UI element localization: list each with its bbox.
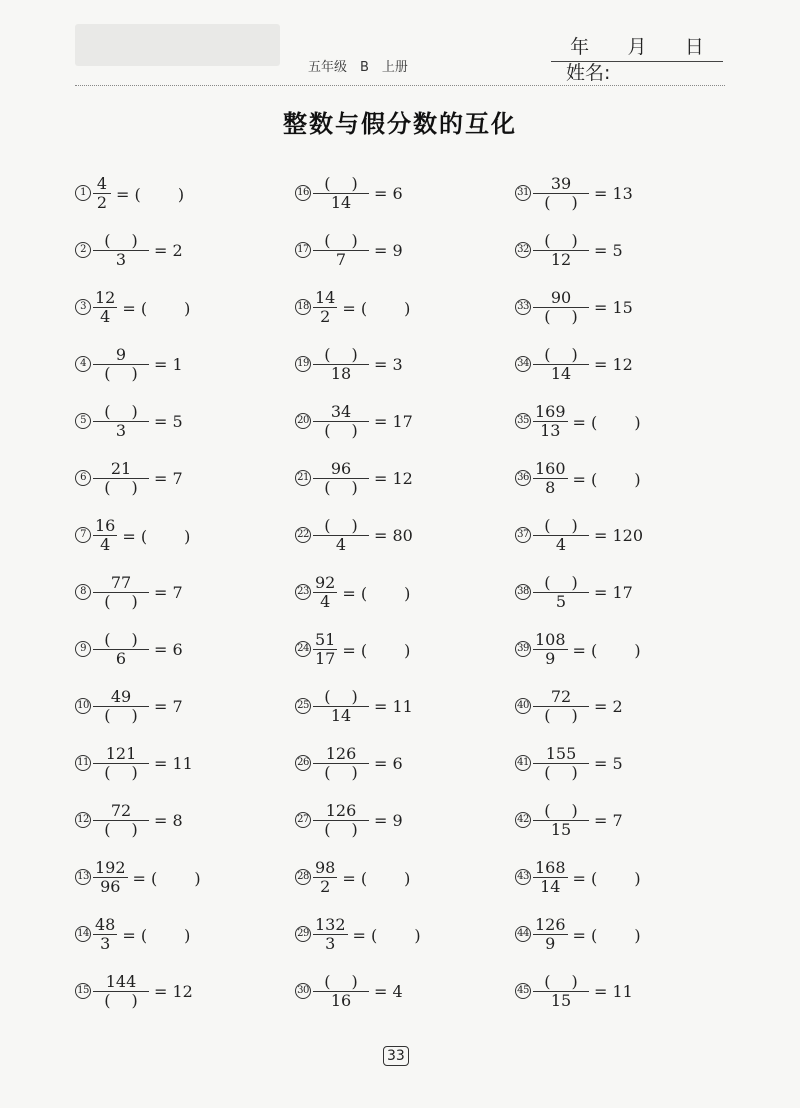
numerator: 169 — [535, 401, 566, 421]
equation-result: = 80 — [374, 525, 413, 545]
problem-item — [295, 857, 410, 897]
denominator: 4 — [320, 591, 331, 611]
problem-item — [75, 515, 190, 555]
equation-result: = 6 — [374, 183, 403, 203]
fraction — [313, 688, 369, 725]
denominator[interactable]: ( ) — [544, 306, 578, 326]
equation-result: = 3 — [374, 354, 403, 374]
problem-item — [515, 686, 623, 726]
numerator[interactable]: ( ) — [544, 515, 578, 535]
fraction — [533, 916, 568, 953]
problem-item — [295, 971, 403, 1011]
problem-number: 21 — [295, 470, 311, 486]
problem-item — [295, 686, 413, 726]
numerator: 77 — [110, 572, 132, 592]
fraction — [533, 346, 589, 383]
equation-result: = 11 — [154, 753, 193, 773]
problem-number: 25 — [295, 698, 311, 714]
denominator[interactable]: ( ) — [104, 705, 138, 725]
fraction — [533, 232, 589, 269]
problem-number: 13 — [75, 869, 91, 885]
problem-item — [515, 914, 641, 954]
equation-result: = 7 — [154, 468, 183, 488]
problem-item — [515, 743, 623, 783]
problem-number: 37 — [515, 527, 531, 543]
denominator: 14 — [540, 876, 561, 896]
student-name-label: 姓名: — [566, 62, 611, 84]
fraction — [93, 631, 149, 668]
fraction — [93, 745, 149, 782]
problem-item — [295, 914, 421, 954]
fraction — [533, 403, 568, 440]
equation-result: = 17 — [374, 411, 413, 431]
problem-item — [295, 230, 403, 270]
problem-number: 2 — [75, 242, 91, 258]
numerator[interactable]: ( ) — [324, 230, 358, 250]
problem-item — [295, 287, 410, 327]
fraction — [313, 460, 369, 497]
problem-item — [295, 743, 403, 783]
problem-item — [515, 629, 641, 669]
equation-result[interactable]: = ( ) — [572, 925, 641, 945]
numerator: 49 — [110, 686, 132, 706]
equation-result[interactable]: = ( ) — [342, 298, 411, 318]
problem-item — [75, 173, 184, 213]
denominator[interactable]: ( ) — [544, 762, 578, 782]
problem-item — [75, 857, 201, 897]
denominator: 3 — [325, 933, 336, 953]
numerator[interactable]: ( ) — [544, 971, 578, 991]
problem-item — [75, 743, 193, 783]
denominator[interactable]: ( ) — [104, 477, 138, 497]
equation-result[interactable]: = ( ) — [572, 640, 641, 660]
equation-result: = 9 — [374, 810, 403, 830]
numerator: 14 — [315, 287, 336, 307]
denominator: 3 — [100, 933, 111, 953]
problem-number: 11 — [75, 755, 91, 771]
problem-number: 23 — [295, 584, 311, 600]
equation-result[interactable]: = ( ) — [342, 868, 411, 888]
problem-number: 33 — [515, 299, 531, 315]
fraction — [93, 916, 117, 953]
equation-result: = 13 — [594, 183, 633, 203]
problem-number: 20 — [295, 413, 311, 429]
date-month-label: 月 — [627, 36, 647, 58]
fraction — [533, 859, 568, 896]
denominator: 3 — [115, 249, 127, 269]
equation-result: = 7 — [594, 810, 623, 830]
numerator: 12 — [95, 287, 116, 307]
problem-number: 3 — [75, 299, 91, 315]
problem-item — [515, 458, 641, 498]
problem-item — [515, 173, 633, 213]
numerator[interactable]: ( ) — [324, 173, 358, 193]
problem-item — [75, 800, 183, 840]
equation-result[interactable]: = ( ) — [116, 184, 185, 204]
problem-number: 32 — [515, 242, 531, 258]
problem-item — [75, 572, 183, 612]
fraction — [93, 574, 149, 611]
problem-number: 9 — [75, 641, 91, 657]
problem-number: 16 — [295, 185, 311, 201]
numerator[interactable]: ( ) — [104, 629, 138, 649]
numerator[interactable]: ( ) — [324, 971, 358, 991]
problem-item — [295, 344, 403, 384]
problem-number: 43 — [515, 869, 531, 885]
problem-number: 35 — [515, 413, 531, 429]
numerator: 168 — [535, 857, 566, 877]
equation-result: = 7 — [154, 696, 183, 716]
denominator: 14 — [330, 192, 352, 212]
problem-item — [295, 800, 403, 840]
fraction — [533, 802, 589, 839]
problem-number: 38 — [515, 584, 531, 600]
denominator: 16 — [330, 990, 352, 1010]
denominator: 9 — [545, 933, 556, 953]
numerator[interactable]: ( ) — [104, 230, 138, 250]
problem-item — [75, 287, 190, 327]
numerator[interactable]: ( ) — [544, 572, 578, 592]
numerator: 192 — [95, 857, 126, 877]
denominator: 18 — [330, 363, 352, 383]
equation-result[interactable]: = ( ) — [342, 583, 411, 603]
equation-result[interactable]: = ( ) — [342, 640, 411, 660]
fraction — [533, 574, 589, 611]
problem-number: 24 — [295, 641, 311, 657]
problem-number: 36 — [515, 470, 531, 486]
numerator: 155 — [545, 743, 577, 763]
equation-result[interactable]: = ( ) — [352, 925, 421, 945]
denominator: 4 — [100, 534, 111, 554]
denominator[interactable]: ( ) — [104, 591, 138, 611]
problem-number: 8 — [75, 584, 91, 600]
problem-item — [75, 458, 183, 498]
numerator: 98 — [315, 857, 336, 877]
problem-item — [515, 857, 641, 897]
fraction — [533, 460, 568, 497]
denominator: 2 — [96, 192, 108, 212]
equation-result: = 4 — [374, 981, 403, 1001]
fraction — [313, 289, 337, 326]
numerator: 132 — [315, 914, 346, 934]
problem-number: 10 — [75, 698, 91, 714]
equation-result: = 1 — [154, 354, 183, 374]
problem-item — [75, 629, 183, 669]
denominator: 15 — [550, 819, 572, 839]
denominator: 2 — [320, 306, 331, 326]
fraction — [313, 574, 337, 611]
problem-number: 31 — [515, 185, 531, 201]
fraction — [533, 973, 589, 1010]
numerator: 121 — [105, 743, 137, 763]
denominator: 15 — [550, 990, 572, 1010]
problem-number: 42 — [515, 812, 531, 828]
problem-item — [515, 230, 623, 270]
denominator[interactable]: ( ) — [104, 762, 138, 782]
equation-result: = 12 — [594, 354, 633, 374]
fraction — [313, 973, 369, 1010]
denominator: 17 — [315, 648, 336, 668]
grade-label: 五年级 B 上册 — [308, 60, 408, 75]
denominator[interactable]: ( ) — [104, 363, 138, 383]
fraction — [313, 916, 348, 953]
problem-item — [515, 800, 623, 840]
problem-item — [295, 401, 413, 441]
equation-result: = 12 — [374, 468, 413, 488]
problem-item — [75, 230, 183, 270]
equation-result: = 6 — [154, 639, 183, 659]
fraction — [93, 346, 149, 383]
fraction — [313, 517, 369, 554]
problem-number: 18 — [295, 299, 311, 315]
equation-result[interactable]: = ( ) — [122, 526, 191, 546]
problem-item — [295, 458, 413, 498]
denominator: 7 — [335, 249, 347, 269]
fraction — [313, 745, 369, 782]
problem-item — [75, 914, 190, 954]
equation-result: = 6 — [374, 753, 403, 773]
problem-number: 1 — [75, 185, 91, 201]
fraction — [93, 460, 149, 497]
numerator: 51 — [315, 629, 336, 649]
fraction — [313, 631, 337, 668]
equation-result: = 5 — [594, 753, 623, 773]
denominator: 6 — [115, 648, 127, 668]
denominator: 8 — [545, 477, 556, 497]
numerator: 48 — [95, 914, 116, 934]
problem-number: 27 — [295, 812, 311, 828]
numerator[interactable]: ( ) — [324, 344, 358, 364]
fraction — [313, 859, 337, 896]
page-number: 33 — [383, 1046, 409, 1066]
problem-number: 19 — [295, 356, 311, 372]
fraction — [93, 403, 149, 440]
header-banner-logo — [75, 24, 280, 66]
problem-number: 44 — [515, 926, 531, 942]
equation-result: = 11 — [374, 696, 413, 716]
date-day-label: 日 — [684, 36, 704, 58]
equation-result: = 12 — [154, 981, 193, 1001]
problem-item — [515, 572, 633, 612]
equation-result: = 11 — [594, 981, 633, 1001]
denominator[interactable]: ( ) — [544, 705, 578, 725]
problem-number: 6 — [75, 470, 91, 486]
denominator[interactable]: ( ) — [544, 192, 578, 212]
problem-item — [295, 173, 403, 213]
problem-number: 12 — [75, 812, 91, 828]
fraction — [93, 175, 111, 212]
numerator[interactable]: ( ) — [104, 401, 138, 421]
equation-result[interactable]: = ( ) — [572, 412, 641, 432]
problem-number: 4 — [75, 356, 91, 372]
fraction — [313, 232, 369, 269]
problem-item — [75, 971, 193, 1011]
equation-result[interactable]: = ( ) — [132, 868, 201, 888]
worksheet-title: 整数与假分数的互化 — [283, 110, 517, 138]
denominator: 2 — [320, 876, 331, 896]
equation-result: = 15 — [594, 297, 633, 317]
problem-item — [515, 287, 633, 327]
numerator: 72 — [110, 800, 132, 820]
numerator: 9 — [115, 344, 127, 364]
numerator[interactable]: ( ) — [324, 686, 358, 706]
numerator: 4 — [96, 173, 108, 193]
problem-number: 39 — [515, 641, 531, 657]
denominator[interactable]: ( ) — [324, 420, 358, 440]
numerator: 160 — [535, 458, 566, 478]
denominator[interactable]: ( ) — [324, 762, 358, 782]
denominator: 5 — [555, 591, 567, 611]
fraction — [93, 802, 149, 839]
equation-result: = 17 — [594, 582, 633, 602]
problem-item — [75, 401, 183, 441]
equation-result: = 9 — [374, 240, 403, 260]
denominator: 13 — [540, 420, 561, 440]
fraction — [533, 517, 589, 554]
denominator[interactable]: ( ) — [104, 990, 138, 1010]
numerator[interactable]: ( ) — [544, 230, 578, 250]
problem-number: 22 — [295, 527, 311, 543]
numerator: 39 — [550, 173, 572, 193]
equation-result: = 5 — [594, 240, 623, 260]
numerator[interactable]: ( ) — [544, 344, 578, 364]
problem-item — [515, 515, 643, 555]
fraction — [93, 859, 128, 896]
numerator: 90 — [550, 287, 572, 307]
problem-number: 14 — [75, 926, 91, 942]
fraction — [93, 517, 117, 554]
equation-result[interactable]: = ( ) — [122, 925, 191, 945]
problem-number: 45 — [515, 983, 531, 999]
numerator: 72 — [550, 686, 572, 706]
problem-number: 7 — [75, 527, 91, 543]
equation-result: = 2 — [594, 696, 623, 716]
fraction — [533, 289, 589, 326]
fraction — [533, 688, 589, 725]
problem-item — [515, 971, 633, 1011]
problem-item — [515, 344, 633, 384]
fraction — [533, 745, 589, 782]
fraction — [313, 175, 369, 212]
equation-result: = 5 — [154, 411, 183, 431]
denominator[interactable]: ( ) — [324, 819, 358, 839]
problem-number: 5 — [75, 413, 91, 429]
fraction — [313, 346, 369, 383]
numerator: 96 — [330, 458, 352, 478]
denominator: 4 — [555, 534, 567, 554]
denominator: 14 — [550, 363, 572, 383]
denominator[interactable]: ( ) — [104, 819, 138, 839]
header-divider — [75, 85, 725, 86]
fraction — [93, 688, 149, 725]
problem-item — [295, 572, 410, 612]
denominator: 12 — [550, 249, 572, 269]
equation-result[interactable]: = ( ) — [122, 298, 191, 318]
problem-number: 29 — [295, 926, 311, 942]
denominator: 3 — [115, 420, 127, 440]
problem-number: 17 — [295, 242, 311, 258]
denominator[interactable]: ( ) — [324, 477, 358, 497]
numerator[interactable]: ( ) — [544, 800, 578, 820]
numerator: 34 — [330, 401, 352, 421]
equation-result: = 120 — [594, 525, 644, 545]
denominator: 4 — [100, 306, 111, 326]
numerator: 16 — [95, 515, 116, 535]
numerator: 126 — [325, 800, 357, 820]
numerator: 126 — [325, 743, 357, 763]
problem-number: 15 — [75, 983, 91, 999]
denominator: 14 — [330, 705, 352, 725]
fraction — [93, 973, 149, 1010]
denominator: 9 — [545, 648, 556, 668]
problem-item — [295, 629, 410, 669]
problem-number: 28 — [295, 869, 311, 885]
equation-result[interactable]: = ( ) — [572, 868, 641, 888]
denominator: 96 — [100, 876, 121, 896]
problem-number: 41 — [515, 755, 531, 771]
problem-number: 40 — [515, 698, 531, 714]
fraction — [313, 802, 369, 839]
numerator: 144 — [105, 971, 137, 991]
problem-number: 34 — [515, 356, 531, 372]
denominator: 4 — [335, 534, 347, 554]
date-year-label: 年 — [570, 36, 590, 58]
problem-item — [75, 344, 183, 384]
numerator[interactable]: ( ) — [324, 515, 358, 535]
problem-item — [515, 401, 641, 441]
numerator: 108 — [535, 629, 566, 649]
problem-item — [75, 686, 183, 726]
fraction — [93, 232, 149, 269]
fraction — [93, 289, 117, 326]
numerator: 21 — [110, 458, 132, 478]
fraction — [313, 403, 369, 440]
fraction — [533, 631, 568, 668]
equation-result: = 8 — [154, 810, 183, 830]
equation-result: = 2 — [154, 240, 183, 260]
fraction — [533, 175, 589, 212]
numerator: 126 — [535, 914, 566, 934]
equation-result[interactable]: = ( ) — [572, 469, 641, 489]
numerator: 92 — [315, 572, 336, 592]
problem-number: 30 — [295, 983, 311, 999]
equation-result: = 7 — [154, 582, 183, 602]
problem-number: 26 — [295, 755, 311, 771]
problem-item — [295, 515, 413, 555]
